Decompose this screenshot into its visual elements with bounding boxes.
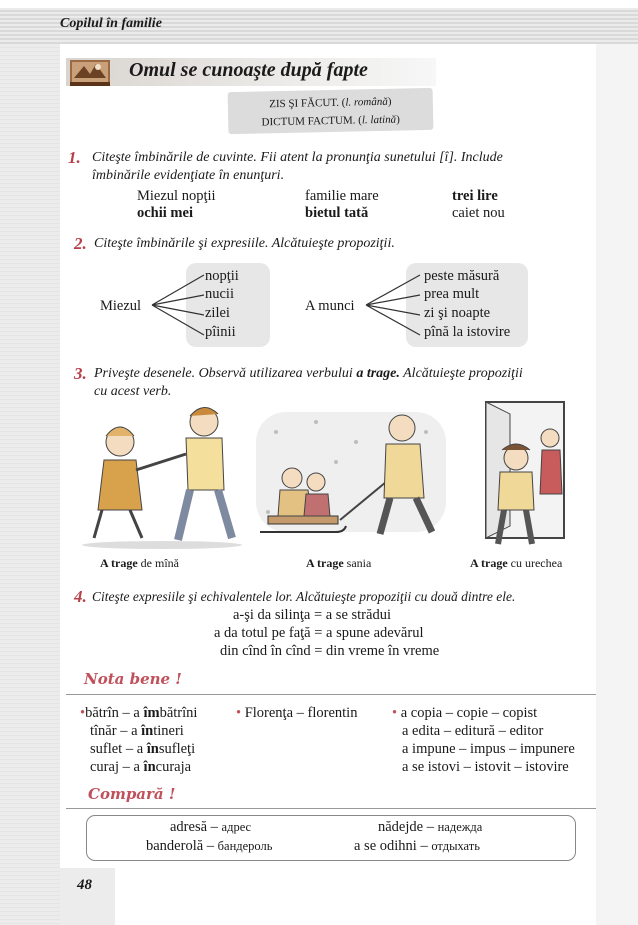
left-margin-lines <box>0 44 60 925</box>
caption-3 <box>470 556 562 571</box>
dash: – <box>203 838 218 854</box>
caption-2-rest: sania <box>343 556 372 570</box>
compara-left-2 <box>146 838 272 855</box>
ex1-item-3: trei lire <box>452 188 498 204</box>
illustration-pulling-hand <box>72 400 252 550</box>
nb2-b: în <box>141 723 154 739</box>
motto-2-end: ) <box>396 113 400 126</box>
ex1-instruction-2: îmbinările evidenţiate în enunţuri. <box>92 168 285 183</box>
motto-2-lang: l. latină <box>361 113 397 127</box>
compara-left-1 <box>170 819 251 836</box>
notabene-col3-row3: a impune – impus – impunere <box>402 741 575 757</box>
notabene-title: Nota bene ! <box>84 670 182 688</box>
caption-1-rest: de mînă <box>137 556 179 570</box>
ex1-item-4: ochii mei <box>137 205 193 221</box>
ex3-instruction-1 <box>94 366 523 382</box>
ex2-right-item-3: zi şi noapte <box>424 305 491 321</box>
nb2-a: tînăr – a <box>90 723 142 739</box>
ex2-left-item-2: nucii <box>205 286 234 302</box>
cmp-r1-ru: надежда <box>437 820 483 834</box>
dash: – <box>207 819 222 835</box>
cmp-l1-ru: адрес <box>221 820 252 834</box>
ex4-row-1: a-şi da silinţa = a se strădui <box>233 607 391 623</box>
ex2-left-item-1: nopţii <box>205 268 239 284</box>
nb3-c: sufleţi <box>158 741 196 757</box>
caption-3-rest: cu urechea <box>507 556 563 570</box>
ex1-item-2: familie mare <box>305 188 379 204</box>
nb3-b: în <box>146 741 159 757</box>
motto-line-2 <box>228 110 433 132</box>
motto-1-lang: l. română <box>345 95 388 109</box>
illustration-eavesdropping <box>456 398 576 550</box>
ex1-item-1: Miezul nopţii <box>137 188 216 204</box>
notabene-col3-row4: a se istovi – istovit – istovire <box>402 759 569 775</box>
ex2-right-root: A munci <box>305 298 355 314</box>
notabene-col2 <box>236 705 357 722</box>
bullet: • <box>392 705 398 721</box>
ex2-left-branches <box>150 263 210 347</box>
ex3-verb: a trage. <box>356 366 400 381</box>
lesson-title: Omul se cunoaşte după fapte <box>129 59 368 81</box>
illustration-pulling-sled <box>256 402 446 550</box>
compara-title: Compară ! <box>88 785 176 803</box>
nb-florenta: Florenţa – florentin <box>244 705 358 721</box>
notabene-col3-row1 <box>392 705 537 722</box>
nb1-b: îm <box>143 705 160 721</box>
notabene-col3-row2: a edita – editură – editor <box>402 723 544 739</box>
caption-1-bold: A trage <box>100 556 138 570</box>
cmp-l2-ro: banderolă <box>146 838 204 854</box>
motto-2-text: DICTUM FACTUM. ( <box>261 114 363 129</box>
nb2-c: tineri <box>153 723 184 739</box>
motto-box <box>228 88 434 134</box>
caption-3-bold: A trage <box>470 556 508 570</box>
ex2-left-root: Miezul <box>100 298 142 314</box>
nb3-a: suflet – a <box>90 741 147 757</box>
ex2-left-item-3: zilei <box>205 305 230 321</box>
ex3-number: 3. <box>74 364 87 383</box>
ex1-number: 1. <box>68 148 81 167</box>
ex2-left-item-4: pîinii <box>205 324 236 340</box>
ex4-row-2: a da totul pe faţă = a spune adevărul <box>214 625 424 641</box>
ex1-instruction-1: Citeşte îmbinările de cuvinte. Fii atent la pronunţia sunetului [î]. Include <box>92 150 503 165</box>
cmp-r2-ro: a se odihni <box>354 838 417 854</box>
cmp-l2-ru: бандероль <box>217 839 273 853</box>
ex2-instruction: Citeşte îmbinările şi expresiile. Alcătuieşte propoziţii. <box>94 236 395 251</box>
nb1-a: bătrîn – a <box>85 705 144 721</box>
ex4-number: 4. <box>74 587 87 606</box>
page-number: 48 <box>77 877 92 893</box>
nb4-a: curaj – a <box>90 759 144 775</box>
cmp-r2-ru: отдыхать <box>431 839 480 853</box>
ex2-number: 2. <box>74 234 87 253</box>
chapter-title: Copilul în familie <box>60 16 162 31</box>
nb1-c: bătrîni <box>159 705 198 721</box>
compara-underline <box>66 808 596 809</box>
bullet: • <box>80 705 86 721</box>
ex3-text-a: Priveşte desenele. Observă utilizarea verbului <box>94 366 357 381</box>
nb-col3-1: a copia – copie – copist <box>400 705 538 721</box>
notabene-col1-row2 <box>90 723 184 740</box>
ex3-text-c: Alcătuieşte propoziţii <box>399 366 523 381</box>
ex4-instruction: Citeşte expresiile şi echivalentele lor. Alcătuieşte propoziţii cu două dintre ele. <box>92 589 516 604</box>
ex2-right-item-2: prea mult <box>424 286 480 302</box>
notabene-col1-row1 <box>80 705 197 722</box>
bullet: • <box>236 705 242 721</box>
motto-1-text: ZIS ŞI FĂCUT. ( <box>269 96 346 111</box>
notabene-col1-row4 <box>90 759 191 776</box>
book-icon <box>68 54 112 88</box>
notabene-underline <box>66 694 596 695</box>
motto-1-end: ) <box>387 95 392 108</box>
right-margin-column <box>596 44 638 925</box>
ex1-item-6: caiet nou <box>452 205 505 221</box>
notabene-col1-row3 <box>90 741 195 758</box>
dash: – <box>416 838 432 854</box>
dash: – <box>423 819 438 835</box>
ex2-right-item-4: pînă la istovire <box>424 324 511 340</box>
cmp-l1-ro: adresă <box>170 819 208 835</box>
caption-2 <box>306 556 371 571</box>
ex1-item-5: bietul tată <box>305 205 369 221</box>
nb4-b: în <box>143 759 156 775</box>
ex3-instruction-2: cu acest verb. <box>94 384 172 399</box>
caption-2-bold: A trage <box>306 556 344 570</box>
caption-1 <box>100 556 179 571</box>
header-top-margin <box>0 0 638 8</box>
ex4-row-3: din cînd în cînd = din vreme în vreme <box>220 643 440 659</box>
compara-right-2 <box>354 838 480 855</box>
compara-right-1 <box>378 819 482 836</box>
nb4-c: curaja <box>155 759 192 775</box>
ex2-right-item-1: peste măsură <box>424 268 500 284</box>
ex2-right-branches <box>364 263 424 347</box>
cmp-r1-ro: nădejde <box>378 819 424 835</box>
